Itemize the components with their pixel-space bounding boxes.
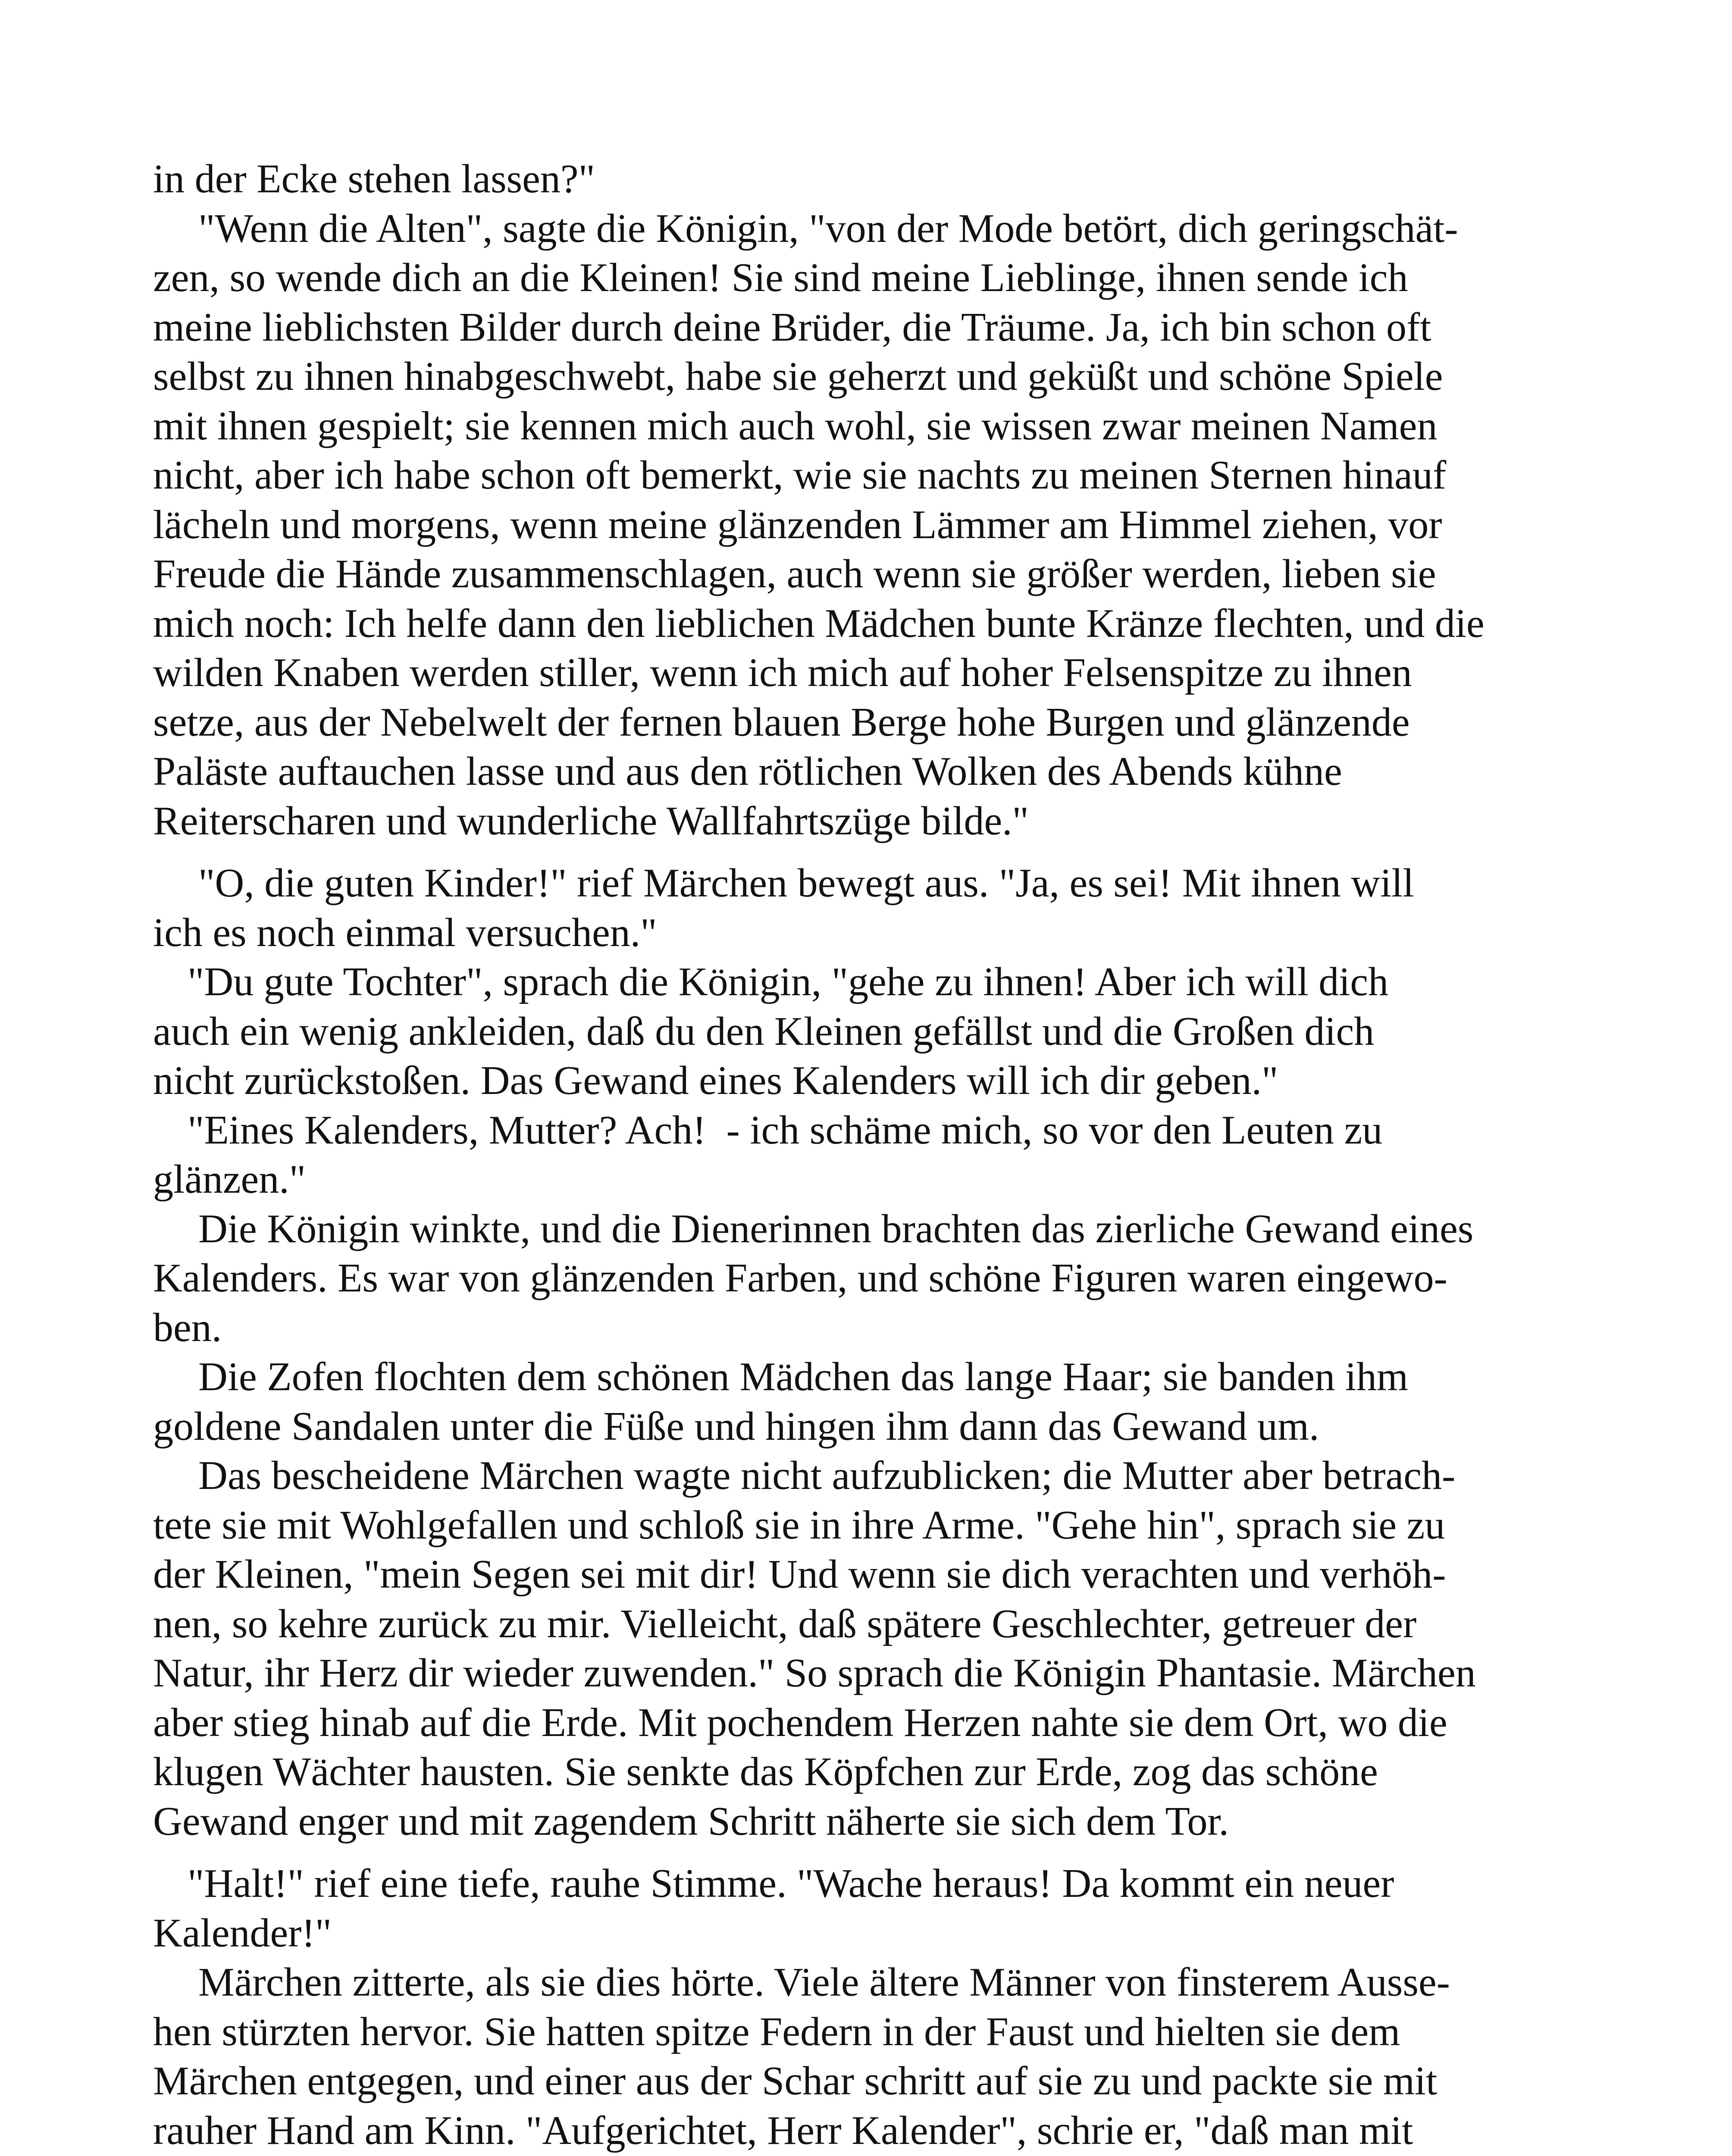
text-line: goldene Sandalen unter die Füße und hingen ihm dann das Gewand um.: [153, 1404, 1319, 1449]
text-line: Kalenders. Es war von glänzenden Farben, und schöne Figuren waren eingewo-: [153, 1256, 1447, 1300]
text-line: auch ein wenig ankleiden, daß du den Kleinen gefällst und die Großen dich: [153, 1009, 1375, 1054]
text-line: Kalender!": [153, 1910, 332, 1955]
text-line: mich noch: Ich helfe dann den lieblichen Mädchen bunte Kränze flechten, und die: [153, 601, 1485, 646]
text-line: setze, aus der Nebelwelt der fernen blauen Berge hohe Burgen und glänzende: [153, 699, 1410, 745]
text-line: "Halt!" rief eine tiefe, rauhe Stimme. "Wache heraus! Da kommt ein neuer: [188, 1861, 1394, 1906]
body-text: [153, 154, 1589, 2155]
text-line: rauher Hand am Kinn. "Aufgerichtet, Herr Kalender", schrie er, "daß man mit: [153, 2108, 1413, 2153]
text-line: "Wenn die Alten", sagte die Königin, "von der Mode betört, dich geringschät-: [198, 206, 1458, 251]
text-line: Das bescheidene Märchen wagte nicht aufzublicken; die Mutter aber betrach-: [198, 1453, 1456, 1498]
text-line: ich es noch einmal versuchen.": [153, 910, 657, 955]
text-line: Freude die Hände zusammenschlagen, auch wenn sie größer werden, lieben sie: [153, 552, 1436, 596]
text-line: meine lieblichsten Bilder durch deine Brüder, die Träume. Ja, ich bin schon oft: [153, 304, 1431, 350]
text-line: Reiterscharen und wunderliche Wallfahrtszüge bilde.": [153, 798, 1029, 843]
paragraph-gap: [153, 846, 1589, 859]
text-line: selbst zu ihnen hinabgeschwebt, habe sie geherzt und geküßt und schöne Spiele: [153, 354, 1443, 399]
text-line: ben.: [153, 1305, 222, 1350]
text-line: nicht, aber ich habe schon oft bemerkt, wie sie nachts zu meinen Sternen hinauf: [153, 453, 1447, 498]
text-line: glänzen.": [153, 1157, 306, 1202]
text-line: Paläste auftauchen lasse und aus den rötlichen Wolken des Abends kühne: [153, 749, 1342, 794]
text-line: der Kleinen, "mein Segen sei mit dir! Und wenn sie dich verachten und verhöh-: [153, 1552, 1446, 1597]
text-line: in der Ecke stehen lassen?": [153, 157, 595, 201]
text-line: hen stürzten hervor. Sie hatten spitze Federn in der Faust und hielten sie dem: [153, 2009, 1400, 2054]
text-line: Natur, ihr Herz dir wieder zuwenden." So sprach die Königin Phantasie. Märchen: [153, 1651, 1476, 1695]
text-line: aber stieg hinab auf die Erde. Mit pochendem Herzen nahte sie dem Ort, wo die: [153, 1700, 1447, 1745]
text-line: "Du gute Tochter", sprach die Königin, "gehe zu ihnen! Aber ich will dich: [188, 959, 1389, 1004]
text-line: Märchen zitterte, als sie dies hörte. Viele ältere Männer von finsterem Ausse-: [198, 1960, 1450, 2005]
text-line: Gewand enger und mit zagendem Schritt näherte sie sich dem Tor.: [153, 1799, 1229, 1844]
text-line: klugen Wächter hausten. Sie senkte das Köpfchen zur Erde, zog das schöne: [153, 1749, 1378, 1794]
text-line: wilden Knaben werden stiller, wenn ich mich auf hoher Felsenspitze zu ihnen: [153, 650, 1412, 695]
text-line: zen, so wende dich an die Kleinen! Sie sind meine Lieblinge, ihnen sende ich: [153, 255, 1408, 300]
text-line: "O, die guten Kinder!" rief Märchen bewegt aus. "Ja, es sei! Mit ihnen will: [198, 861, 1414, 906]
text-line: "Eines Kalenders, Mutter? Ach! - ich schäme mich, so vor den Leuten zu: [188, 1107, 1383, 1153]
text-line: Märchen entgegen, und einer aus der Schar schritt auf sie zu und packte sie mit: [153, 2059, 1438, 2103]
text-line: nen, so kehre zurück zu mir. Vielleicht, daß spätere Geschlechter, getreuer der: [153, 1601, 1417, 1646]
text-line: mit ihnen gespielt; sie kennen mich auch wohl, sie wissen zwar meinen Namen: [153, 403, 1438, 448]
text-line: Die Zofen flochten dem schönen Mädchen das lange Haar; sie banden ihm: [198, 1354, 1408, 1399]
text-line: Die Königin winkte, und die Dienerinnen brachten das zierliche Gewand eines: [198, 1206, 1474, 1251]
text-line: nicht zurückstoßen. Das Gewand eines Kalenders will ich dir geben.": [153, 1058, 1278, 1103]
text-line: tete sie mit Wohlgefallen und schloß sie in ihre Arme. "Gehe hin", sprach sie zu: [153, 1502, 1445, 1548]
text-line: lächeln und morgens, wenn meine glänzenden Lämmer am Himmel ziehen, vor: [153, 502, 1442, 547]
paragraph-gap: [153, 1846, 1589, 1859]
